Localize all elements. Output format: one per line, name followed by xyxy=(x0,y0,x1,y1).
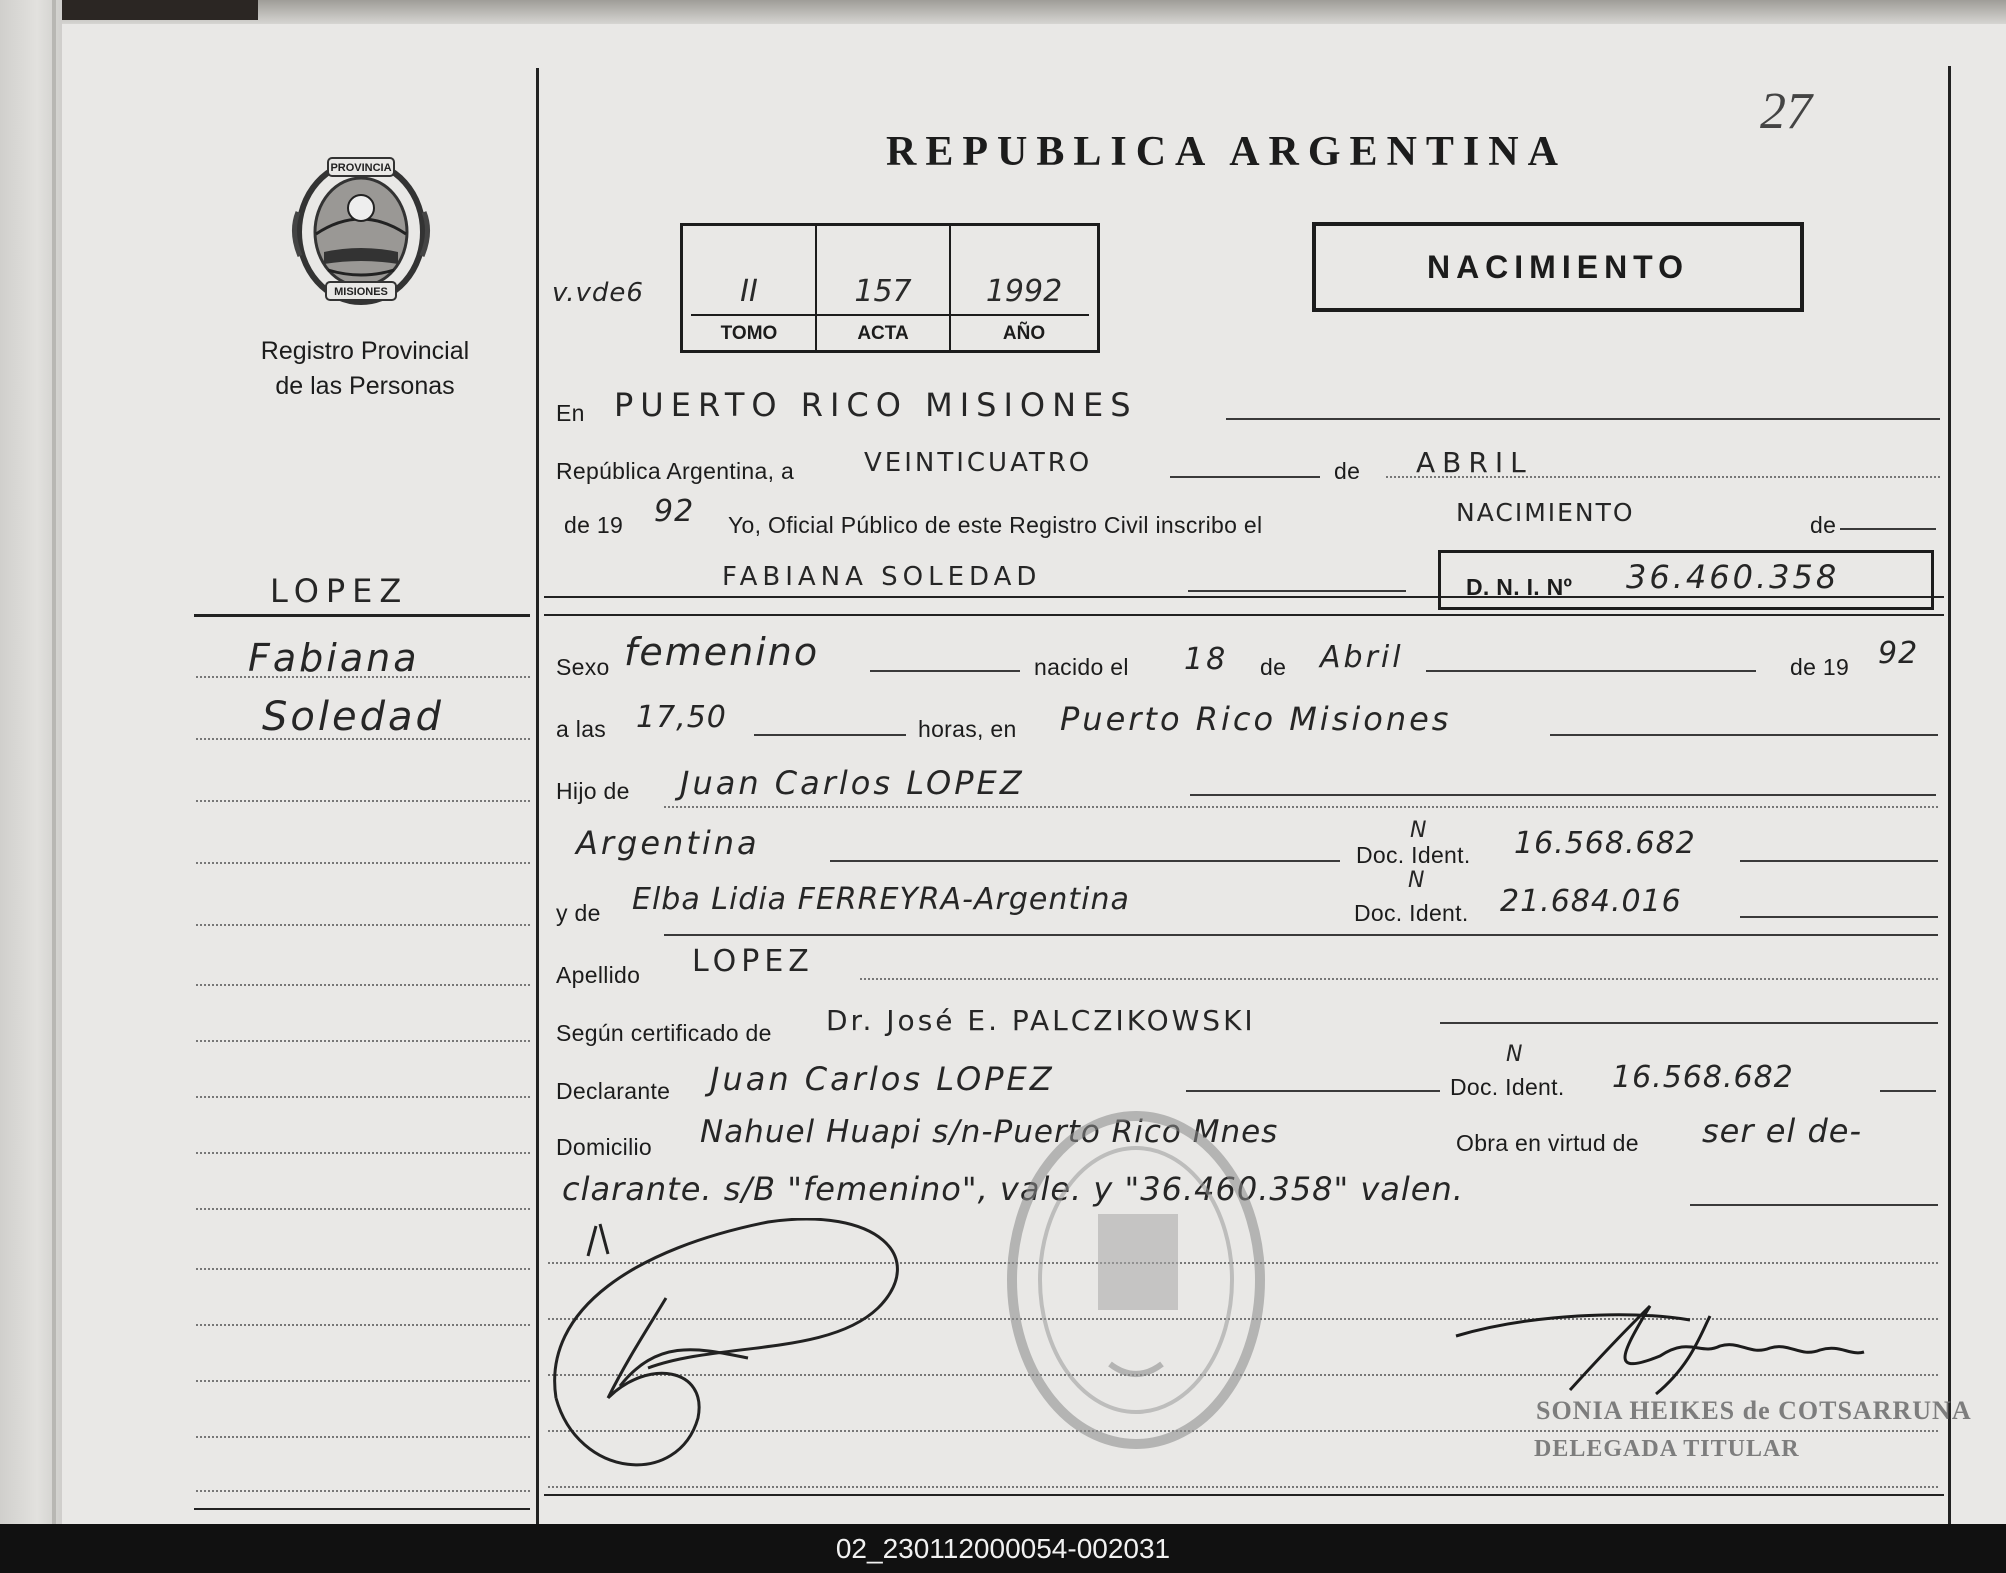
sexo-label: Sexo xyxy=(556,654,610,680)
mother-value: Elba Lidia FERREYRA-Argentina xyxy=(632,882,1130,917)
doc-label-1: Doc. Ident. xyxy=(1356,842,1471,868)
observation-line xyxy=(1690,1204,1938,1206)
mother-doc-line xyxy=(1740,916,1938,918)
dni-value: 36.460.358 xyxy=(1626,558,1840,596)
domicilio-label: Domicilio xyxy=(556,1134,652,1160)
seal-top-text: PROVINCIA xyxy=(330,162,392,174)
page-number: 27 xyxy=(1760,83,1812,140)
tomo-cell xyxy=(683,226,815,350)
left-dotted-line xyxy=(196,984,530,986)
record-type-box: NACIMIENTO xyxy=(1312,222,1804,312)
declarante-label: Declarante xyxy=(556,1078,671,1104)
declarante-doc-line xyxy=(1880,1090,1936,1092)
ano-cell xyxy=(951,226,1097,350)
book-spine-fold xyxy=(52,0,56,1524)
acta-underline xyxy=(691,314,1089,316)
form-dotted-line xyxy=(548,1486,1938,1488)
acta-value: 157 xyxy=(854,274,912,309)
seal-bottom-text: MISIONES xyxy=(334,286,388,298)
mother-line xyxy=(664,934,1938,936)
tomo-label: TOMO xyxy=(720,323,778,344)
left-dotted-line xyxy=(196,1096,530,1098)
left-dotted-line xyxy=(196,1208,530,1210)
officer-name: SONIA HEIKES de COTSARRUNA xyxy=(1536,1396,1972,1425)
apellido-value: LOPEZ xyxy=(692,944,814,979)
footer-id: 02_230112000054-002031 xyxy=(0,1524,2006,1573)
book-top-edge xyxy=(0,0,2006,24)
en-label: En xyxy=(556,400,585,426)
tomo-value: II xyxy=(740,274,758,309)
left-first-name: Fabiana xyxy=(248,636,420,680)
observation-text: clarante. s/B "femenino", vale. y "36.460.358" valen. xyxy=(562,1170,1464,1208)
father-doc: 16.568.682 xyxy=(1514,826,1696,861)
mother-doc: 21.684.016 xyxy=(1500,884,1682,919)
left-dotted-line xyxy=(196,676,530,678)
left-dotted-line xyxy=(196,1380,530,1382)
left-surname: LOPEZ xyxy=(270,572,409,610)
nacido-label: nacido el xyxy=(1034,654,1129,680)
left-dotted-line xyxy=(196,1490,530,1492)
hijo-label: Hijo de xyxy=(556,778,630,804)
provincial-seal-icon xyxy=(286,152,436,308)
de-label: de xyxy=(1334,458,1361,484)
left-dotted-line xyxy=(196,1268,530,1270)
ano-value: 1992 xyxy=(985,274,1063,309)
doc-label-2: Doc. Ident. xyxy=(1354,900,1469,926)
obra-value: ser el de- xyxy=(1702,1112,1862,1150)
acta-prefix: v.vde6 xyxy=(552,278,644,308)
hijo-value: Juan Carlos LOPEZ xyxy=(680,764,1025,802)
nacido-month: Abril xyxy=(1320,640,1404,675)
declarante-doc: 16.568.682 xyxy=(1612,1060,1794,1095)
left-dotted-line xyxy=(196,800,530,802)
nacido-day: 18 xyxy=(1184,642,1229,677)
month-dotted-line xyxy=(1386,476,1940,478)
father-nat-line xyxy=(830,860,1340,862)
inscribo-value: NACIMIENTO xyxy=(1456,498,1635,527)
declarante-line xyxy=(1186,1090,1440,1092)
horas-value: Puerto Rico Misiones xyxy=(1060,700,1452,738)
declarant-signature-icon xyxy=(548,1218,918,1482)
sexo-value: femenino xyxy=(624,630,820,674)
form-bottom-rule xyxy=(544,1494,1944,1496)
registry-name-line1: Registro Provincial xyxy=(260,337,470,365)
officer-title: DELEGADA TITULAR xyxy=(1534,1436,1800,1462)
doc-label-3: Doc. Ident. xyxy=(1450,1074,1565,1100)
yde-label: y de xyxy=(556,900,601,926)
acta-cell xyxy=(817,226,949,350)
declarante-value: Juan Carlos LOPEZ xyxy=(710,1060,1055,1098)
officer-signature-icon xyxy=(1450,1296,1870,1406)
hijo-line xyxy=(1190,794,1936,796)
republica-label: República Argentina, a xyxy=(556,458,795,484)
name-value: FABIANA SOLEDAD xyxy=(722,562,1042,592)
registry-name xyxy=(200,334,530,404)
alas-value: 17,50 xyxy=(636,700,727,735)
left-dotted-line xyxy=(196,1324,530,1326)
doc-mark-1: N xyxy=(1410,818,1430,843)
segun-value: Dr. José E. PALCZIKOWSKI xyxy=(826,1004,1256,1037)
left-dotted-line xyxy=(196,924,530,926)
left-dotted-line xyxy=(196,1152,530,1154)
de19-label-2: de 19 xyxy=(1790,654,1850,680)
obra-label: Obra en virtud de xyxy=(1456,1130,1639,1156)
nacido-year: 92 xyxy=(1878,636,1919,671)
nacido-line xyxy=(1426,670,1756,672)
de-line xyxy=(1840,528,1936,530)
name-section-rule xyxy=(194,614,530,617)
alas-label: a las xyxy=(556,716,607,742)
left-bottom-rule xyxy=(194,1508,530,1510)
document-title: REPUBLICA ARGENTINA xyxy=(886,129,1567,175)
ano-label: AÑO xyxy=(1002,323,1046,344)
de-label-3: de xyxy=(1260,654,1287,680)
official-stamp-icon xyxy=(1000,1104,1272,1456)
dni-label: D. N. I. Nº xyxy=(1466,574,1573,600)
form-section-rule-2 xyxy=(544,614,1944,616)
name-line xyxy=(1188,590,1406,592)
year-value: 92 xyxy=(654,494,695,529)
left-second-name: Soledad xyxy=(262,694,444,740)
acta-label: ACTA xyxy=(857,323,909,344)
right-frame-line xyxy=(1948,66,1951,1524)
left-dotted-line xyxy=(196,1436,530,1438)
day-line xyxy=(1170,476,1320,478)
registry-name-line2: de las Personas xyxy=(275,372,455,400)
month-value: ABRIL xyxy=(1416,446,1533,479)
apellido-label: Apellido xyxy=(556,962,641,988)
de-label-2: de xyxy=(1810,512,1837,538)
father-nationality: Argentina xyxy=(576,824,760,862)
sexo-line xyxy=(870,670,1020,672)
left-dotted-line xyxy=(196,1040,530,1042)
segun-line xyxy=(1440,1022,1938,1024)
apellido-dotted-line xyxy=(860,978,1938,980)
de19-label: de 19 xyxy=(564,512,624,538)
horas-label: horas, en xyxy=(918,716,1017,742)
father-doc-line xyxy=(1740,860,1938,862)
horas-line xyxy=(1550,734,1938,736)
en-line xyxy=(1226,418,1940,420)
left-dotted-line xyxy=(196,862,530,864)
doc-mark-2: N xyxy=(1408,868,1428,893)
day-value: VEINTICUATRO xyxy=(864,448,1093,478)
en-value: PUERTO RICO MISIONES xyxy=(614,386,1138,424)
acta-reference-box xyxy=(680,223,1100,353)
doc-mark-3: N xyxy=(1506,1042,1526,1067)
segun-label: Según certificado de xyxy=(556,1020,772,1046)
left-dotted-line xyxy=(196,738,530,740)
domicilio-value: Nahuel Huapi s/n-Puerto Rico Mnes xyxy=(700,1114,1279,1150)
yo-label: Yo, Oficial Público de este Registro Civil inscribo el xyxy=(728,512,1263,538)
left-frame-line xyxy=(536,68,539,1524)
alas-line xyxy=(754,734,906,736)
hijo-dotted-line xyxy=(664,806,1938,808)
